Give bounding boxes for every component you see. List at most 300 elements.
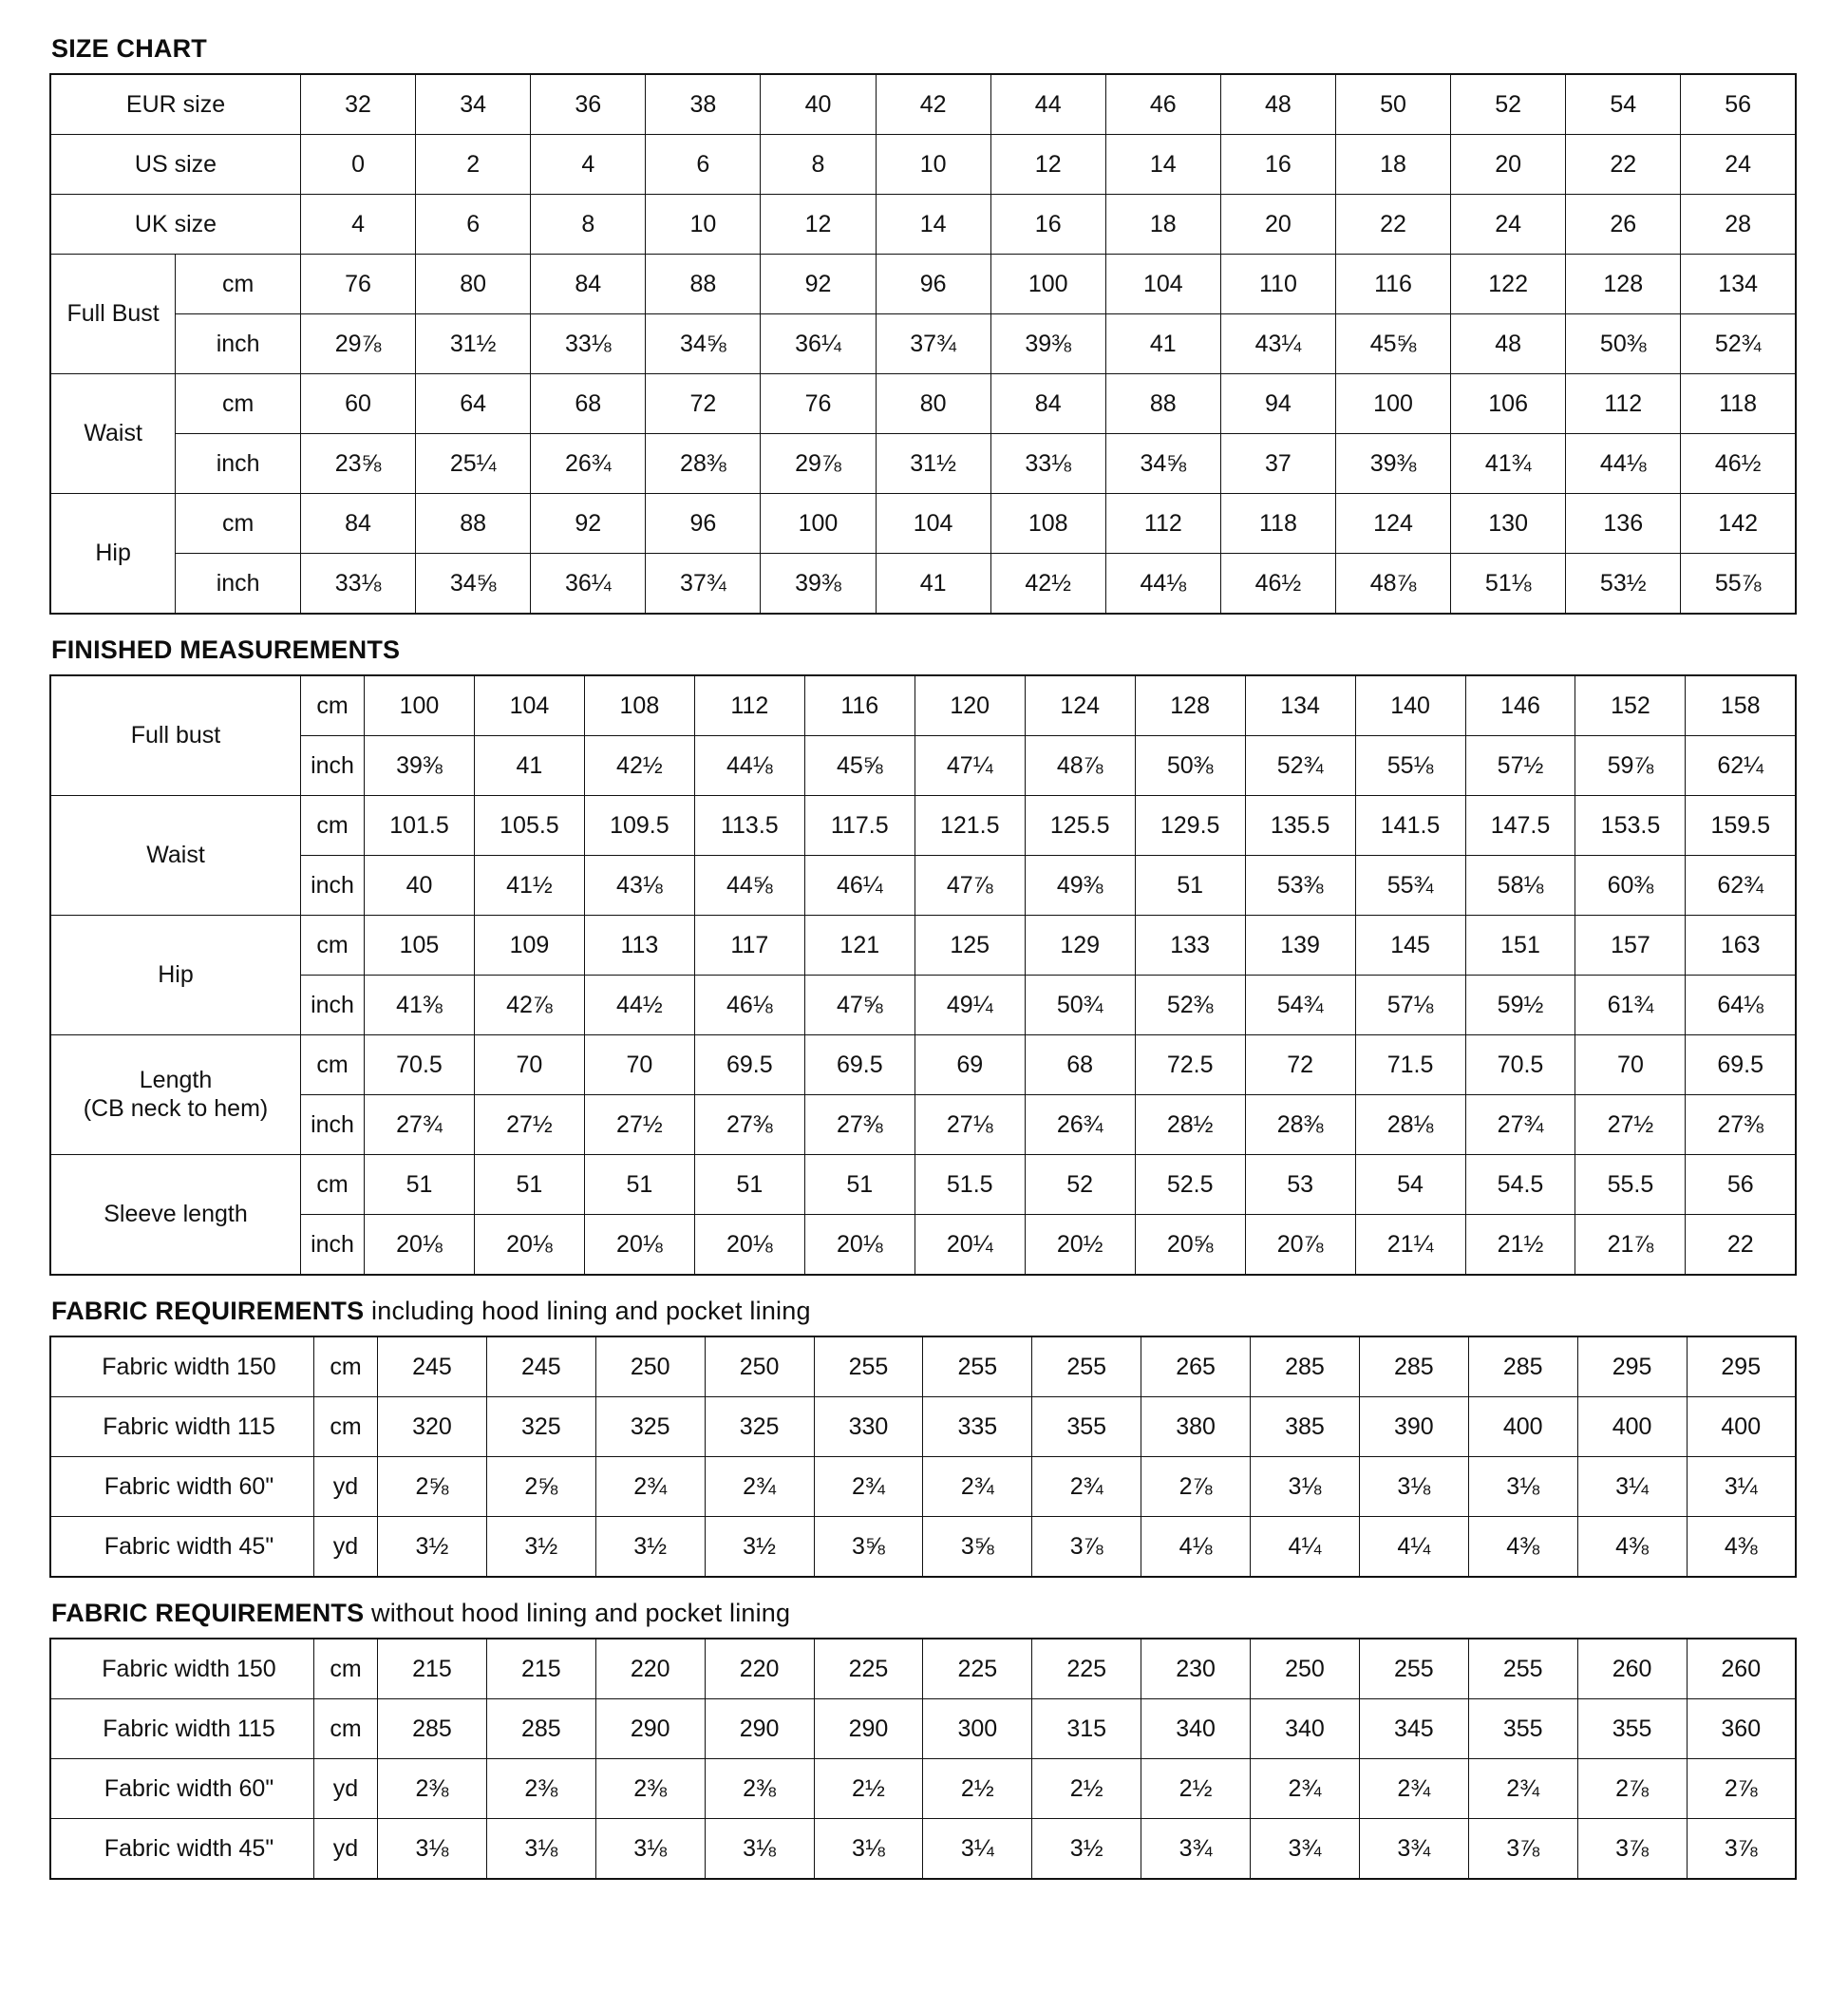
cell: 23⅝ [301,434,416,494]
cell: 129.5 [1135,796,1245,856]
cell: 3⅛ [1468,1457,1577,1517]
cell: 104 [474,675,584,736]
cell: 0 [301,135,416,195]
cell: 33⅛ [990,434,1105,494]
cell: 121.5 [915,796,1025,856]
cell: 340 [1251,1699,1360,1759]
cell: 118 [1681,374,1796,434]
table-row [50,856,1796,916]
cell: 49¼ [915,976,1025,1035]
row-label-hip: Hip [50,916,301,1035]
cell: 51 [474,1155,584,1215]
cell: 2¾ [595,1457,705,1517]
cell: 157 [1575,916,1686,976]
cell: 54 [1355,1155,1465,1215]
cell: 3⅛ [378,1819,487,1880]
cell: 20 [1220,195,1335,255]
cell: 2¾ [1359,1759,1468,1819]
cell: 2⅝ [486,1457,595,1517]
cell: 88 [646,255,761,314]
table-row [50,434,1796,494]
cell: 44⅛ [694,736,804,796]
cell: 52 [1025,1155,1135,1215]
table-row [50,74,1796,135]
cell: 2⅜ [486,1759,595,1819]
cell: 128 [1566,255,1681,314]
cell: 26¾ [1025,1095,1135,1155]
row-label-length-cb-neck-to-hem [50,1035,301,1155]
cell: 130 [1451,494,1566,554]
cell: 105 [365,916,475,976]
cell: 41 [474,736,584,796]
cell: 380 [1141,1397,1251,1457]
cell: 2⅞ [1577,1759,1687,1819]
cell: 84 [531,255,646,314]
cell: 360 [1687,1699,1796,1759]
cell: 146 [1465,675,1575,736]
section-title-thin: without hood lining and pocket lining [364,1599,791,1627]
cell: 134 [1245,675,1355,736]
row-label-hip: Hip [50,494,176,615]
cell: 34 [416,74,531,135]
cell: 32 [301,74,416,135]
cell: 122 [1451,255,1566,314]
cell: 40 [761,74,876,135]
cell: 43⅛ [584,856,694,916]
cell: 31½ [876,434,990,494]
cell: 2½ [923,1759,1032,1819]
section-title-fabric-without-lining [51,1599,1799,1628]
cell: 38 [646,74,761,135]
cell: 400 [1687,1397,1796,1457]
cell: 105.5 [474,796,584,856]
cell: 3½ [378,1517,487,1578]
cell: 245 [378,1336,487,1397]
cell: 27⅜ [1686,1095,1796,1155]
cell: 45⅝ [1335,314,1450,374]
cell: 255 [1468,1639,1577,1699]
row-label-fabric-width-150: Fabric width 150 [50,1639,314,1699]
cell: 125.5 [1025,796,1135,856]
cell: 255 [1359,1639,1468,1699]
section-title-finished-measurements: FINISHED MEASUREMENTS [51,635,401,664]
cell: 2⅜ [595,1759,705,1819]
cell: 80 [876,374,990,434]
unit-cell: inch [301,856,365,916]
cell: 101.5 [365,796,475,856]
cell: 27½ [474,1095,584,1155]
cell: 104 [876,494,990,554]
cell: 46⅛ [694,976,804,1035]
cell: 27½ [584,1095,694,1155]
cell: 45⅝ [804,736,915,796]
cell: 159.5 [1686,796,1796,856]
cell: 118 [1220,494,1335,554]
section-fabric-with-lining [49,1297,1799,1578]
cell: 285 [1468,1336,1577,1397]
cell: 18 [1335,135,1450,195]
cell: 112 [694,675,804,736]
cell: 163 [1686,916,1796,976]
cell: 250 [1251,1639,1360,1699]
unit-cell: inch [176,554,301,615]
cell: 20½ [1025,1215,1135,1276]
section-fabric-without-lining [49,1599,1799,1880]
cell: 55⅞ [1681,554,1796,615]
table-row [50,1155,1796,1215]
cell: 125 [915,916,1025,976]
cell: 2¾ [923,1457,1032,1517]
cell: 14 [1105,135,1220,195]
cell: 20 [1451,135,1566,195]
cell: 41 [876,554,990,615]
cell: 255 [814,1336,923,1397]
cell: 110 [1220,255,1335,314]
cell: 3¼ [923,1819,1032,1880]
table-row [50,1215,1796,1276]
cell: 92 [761,255,876,314]
table-row [50,976,1796,1035]
cell: 355 [1468,1699,1577,1759]
cell: 44½ [584,976,694,1035]
cell: 88 [416,494,531,554]
cell: 22 [1335,195,1450,255]
cell: 34⅝ [416,554,531,615]
cell: 46½ [1220,554,1335,615]
cell: 230 [1141,1639,1251,1699]
cell: 4 [301,195,416,255]
row-label-fabric-width-45in: Fabric width 45" [50,1819,314,1880]
cell: 3⅛ [595,1819,705,1880]
cell: 36 [531,74,646,135]
cell: 20⅛ [804,1215,915,1276]
cell: 3¾ [1141,1819,1251,1880]
cell: 52.5 [1135,1155,1245,1215]
cell: 100 [1335,374,1450,434]
cell: 27¾ [1465,1095,1575,1155]
cell: 76 [301,255,416,314]
cell: 16 [1220,135,1335,195]
cell: 2½ [1032,1759,1141,1819]
unit-cell: inch [176,314,301,374]
cell: 109 [474,916,584,976]
cell: 153.5 [1575,796,1686,856]
cell: 31½ [416,314,531,374]
cell: 2½ [1141,1759,1251,1819]
cell: 20⅝ [1135,1215,1245,1276]
cell: 3⅞ [1468,1819,1577,1880]
cell: 29⅞ [301,314,416,374]
cell: 225 [814,1639,923,1699]
cell: 41⅜ [365,976,475,1035]
cell: 92 [531,494,646,554]
cell: 58⅛ [1465,856,1575,916]
cell: 315 [1032,1699,1141,1759]
cell: 49⅜ [1025,856,1135,916]
cell: 12 [761,195,876,255]
cell: 69.5 [804,1035,915,1095]
cell: 20⅛ [694,1215,804,1276]
cell: 2⅝ [378,1457,487,1517]
table-row [50,736,1796,796]
cell: 27⅜ [694,1095,804,1155]
cell: 145 [1355,916,1465,976]
cell: 21½ [1465,1215,1575,1276]
cell: 41¾ [1451,434,1566,494]
cell: 3⅞ [1687,1819,1796,1880]
cell: 61¾ [1575,976,1686,1035]
cell: 33⅛ [301,554,416,615]
cell: 133 [1135,916,1245,976]
cell: 43¼ [1220,314,1335,374]
cell: 41 [1105,314,1220,374]
cell: 265 [1141,1336,1251,1397]
unit-cell: cm [301,675,365,736]
cell: 340 [1141,1699,1251,1759]
row-label-fabric-width-115: Fabric width 115 [50,1397,314,1457]
row-label-us-size: US size [50,135,301,195]
cell: 27⅜ [804,1095,915,1155]
cell: 28⅜ [646,434,761,494]
cell: 3½ [1032,1819,1141,1880]
cell: 390 [1359,1397,1468,1457]
unit-cell: cm [314,1639,378,1699]
cell: 10 [646,195,761,255]
unit-cell: inch [301,1215,365,1276]
table-fabric-without-lining [49,1638,1797,1880]
cell: 27½ [1575,1095,1686,1155]
cell: 64 [416,374,531,434]
cell: 3⅛ [814,1819,923,1880]
cell: 51⅛ [1451,554,1566,615]
cell: 142 [1681,494,1796,554]
cell: 84 [990,374,1105,434]
cell: 51 [584,1155,694,1215]
table-row [50,494,1796,554]
cell: 112 [1566,374,1681,434]
cell: 20⅞ [1245,1215,1355,1276]
table-row [50,1517,1796,1578]
cell: 51 [694,1155,804,1215]
cell: 44⅛ [1566,434,1681,494]
cell: 42 [876,74,990,135]
cell: 325 [705,1397,814,1457]
unit-cell: cm [314,1699,378,1759]
table-row [50,554,1796,615]
cell: 22 [1566,135,1681,195]
table-row [50,796,1796,856]
cell: 47¼ [915,736,1025,796]
cell: 3⅛ [1359,1457,1468,1517]
cell: 104 [1105,255,1220,314]
cell: 2¾ [814,1457,923,1517]
table-row [50,1759,1796,1819]
cell: 41½ [474,856,584,916]
cell: 116 [804,675,915,736]
cell: 134 [1681,255,1796,314]
cell: 55⅛ [1355,736,1465,796]
cell: 3½ [705,1517,814,1578]
cell: 28½ [1135,1095,1245,1155]
cell: 25¼ [416,434,531,494]
cell: 260 [1687,1639,1796,1699]
cell: 152 [1575,675,1686,736]
cell: 70.5 [365,1035,475,1095]
cell: 53 [1245,1155,1355,1215]
unit-cell: cm [301,796,365,856]
cell: 39⅜ [761,554,876,615]
row-label-waist: Waist [50,796,301,916]
cell: 120 [915,675,1025,736]
cell: 20⅛ [474,1215,584,1276]
cell: 70 [1575,1035,1686,1095]
cell: 220 [705,1639,814,1699]
cell: 285 [378,1699,487,1759]
cell: 16 [990,195,1105,255]
cell: 100 [365,675,475,736]
unit-cell: cm [314,1336,378,1397]
cell: 54.5 [1465,1155,1575,1215]
cell: 48⅞ [1335,554,1450,615]
cell: 215 [378,1639,487,1699]
cell: 400 [1577,1397,1687,1457]
cell: 140 [1355,675,1465,736]
cell: 54 [1566,74,1681,135]
cell: 36¼ [531,554,646,615]
cell: 72 [1245,1035,1355,1095]
cell: 50⅜ [1135,736,1245,796]
cell: 36¼ [761,314,876,374]
cell: 3½ [595,1517,705,1578]
cell: 136 [1566,494,1681,554]
cell: 26 [1566,195,1681,255]
table-row [50,374,1796,434]
cell: 44⅛ [1105,554,1220,615]
unit-cell: cm [301,916,365,976]
cell: 147.5 [1465,796,1575,856]
cell: 285 [486,1699,595,1759]
table-row [50,1336,1796,1397]
cell: 76 [761,374,876,434]
cell: 245 [486,1336,595,1397]
row-label-fabric-width-45in: Fabric width 45" [50,1517,314,1578]
cell: 34⅝ [1105,434,1220,494]
unit-cell: cm [176,255,301,314]
cell: 52⅜ [1135,976,1245,1035]
unit-cell: yd [314,1759,378,1819]
section-finished-measurements [49,635,1799,1276]
unit-cell: cm [314,1397,378,1457]
cell: 4⅜ [1577,1517,1687,1578]
cell: 117 [694,916,804,976]
cell: 124 [1025,675,1135,736]
cell: 72.5 [1135,1035,1245,1095]
cell: 24 [1681,135,1796,195]
cell: 128 [1135,675,1245,736]
cell: 20⅛ [365,1215,475,1276]
cell: 22 [1686,1215,1796,1276]
cell: 106 [1451,374,1566,434]
unit-cell: yd [314,1517,378,1578]
cell: 46 [1105,74,1220,135]
table-row [50,1699,1796,1759]
table-row [50,255,1796,314]
cell: 2⅞ [1687,1759,1796,1819]
cell: 3⅝ [923,1517,1032,1578]
cell: 151 [1465,916,1575,976]
section-title-thin: including hood lining and pocket lining [364,1297,811,1325]
cell: 2¾ [1251,1759,1360,1819]
unit-cell: cm [301,1035,365,1095]
cell: 39⅜ [990,314,1105,374]
cell: 26¾ [531,434,646,494]
cell: 48 [1451,314,1566,374]
cell: 2¾ [705,1457,814,1517]
unit-cell: cm [176,374,301,434]
cell: 47⅝ [804,976,915,1035]
cell: 52¾ [1681,314,1796,374]
table-fabric-with-lining [49,1336,1797,1578]
cell: 2⅜ [378,1759,487,1819]
row-label-length-line1: Length (CB neck to hem) [83,1067,269,1122]
cell: 295 [1577,1336,1687,1397]
cell: 10 [876,135,990,195]
unit-cell: cm [176,494,301,554]
cell: 121 [804,916,915,976]
cell: 113 [584,916,694,976]
cell: 40 [365,856,475,916]
cell: 47⅞ [915,856,1025,916]
cell: 51 [365,1155,475,1215]
cell: 48⅞ [1025,736,1135,796]
cell: 158 [1686,675,1796,736]
row-label-fabric-width-115: Fabric width 115 [50,1699,314,1759]
cell: 6 [416,195,531,255]
cell: 3⅝ [814,1517,923,1578]
cell: 4⅛ [1141,1517,1251,1578]
cell: 20¼ [915,1215,1025,1276]
cell: 4¼ [1359,1517,1468,1578]
table-finished-measurements [49,674,1797,1276]
cell: 96 [876,255,990,314]
cell: 53½ [1566,554,1681,615]
cell: 50¾ [1025,976,1135,1035]
cell: 345 [1359,1699,1468,1759]
cell: 27⅛ [915,1095,1025,1155]
cell: 46½ [1681,434,1796,494]
section-title-bold: FABRIC REQUIREMENTS [51,1297,365,1325]
cell: 34⅝ [646,314,761,374]
cell: 8 [761,135,876,195]
cell: 20⅛ [584,1215,694,1276]
cell: 117.5 [804,796,915,856]
cell: 400 [1468,1397,1577,1457]
cell: 62¾ [1686,856,1796,916]
unit-cell: yd [314,1457,378,1517]
cell: 335 [923,1397,1032,1457]
cell: 290 [595,1699,705,1759]
cell: 51 [1135,856,1245,916]
cell: 108 [990,494,1105,554]
cell: 51.5 [915,1155,1025,1215]
cell: 3½ [486,1517,595,1578]
cell: 2¾ [1032,1457,1141,1517]
cell: 355 [1032,1397,1141,1457]
cell: 70 [584,1035,694,1095]
cell: 129 [1025,916,1135,976]
cell: 29⅞ [761,434,876,494]
table-row [50,1457,1796,1517]
